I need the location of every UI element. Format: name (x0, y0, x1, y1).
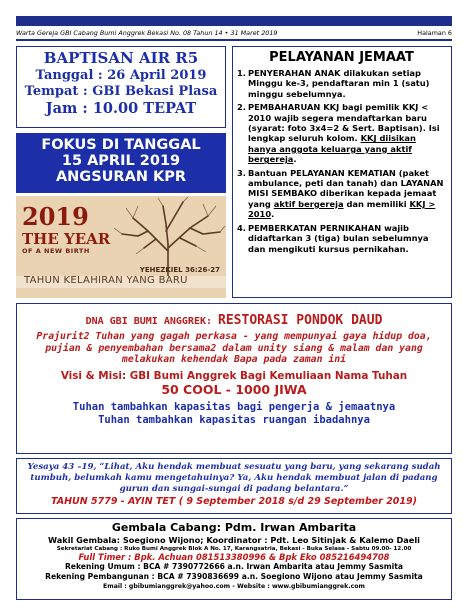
list-item: 1. PENYERAHAN ANAK dilakukan setiap Minggu ke-3, pendaftaran min 1 (satu) minggu sebelumnya. (237, 68, 430, 99)
list-item: 2. PEMBAHARUAN KKJ bagi pemilik KKJ < 2010 wajib segera mendaftarkan baru (syarat: foto 3x4=2 & Sert. Baptisan). Isi lengkap seluruh kolom. KKJ diisikan hanya anggota keluarga yang aktif bergereja. (237, 102, 440, 165)
year-banner-image (16, 196, 226, 298)
baptism-time: Jam : 10.00 TEPAT (45, 100, 197, 117)
fulltimer-phone: Full Timer : Bpk. Achuan 081513380996 & Bpk Eko 085216494708 (78, 552, 390, 562)
capacity-line-1: Tuhan tambahkan kapasitas bagi pengerja & jemaatnya (72, 400, 396, 413)
banner-the-year: THE YEAR (22, 230, 111, 248)
banner-verse: YEHEZKIEL 36:26-27 (139, 266, 220, 274)
focus-line-3: ANGSURAN KPR (55, 169, 187, 185)
contact-line: Email : gbibumianggrek@yahoo.com - Website : www.gbibumianggrek.com (103, 583, 365, 590)
service-box (232, 46, 452, 298)
secretariat-line: Sekretariat Cabang : Ruko Bumi Anggrek Blok A No. 17, Karangsatria, Bekasi - Buka Selasa - Sabtu 09.00- 12.00 (56, 546, 412, 552)
footer-box (16, 518, 452, 600)
list-item: 4. PEMBERKATAN PERNIKAHAN wajib didaftarkan 3 (tiga) bulan sebelumnya dan mengikuti kursus pernikahan. (237, 222, 429, 254)
focus-line-1: FOKUS DI TANGGAL (41, 137, 201, 153)
year-line: TAHUN 5779 - AYIN TET ( 9 September 2018 s/d 29 September 2019) (51, 496, 417, 507)
newsletter-header (16, 27, 452, 39)
focus-line-2: 15 APRIL 2019 (61, 153, 181, 169)
baptism-title: BAPTISAN AIR R5 (43, 49, 199, 67)
deputy-line: Wakil Gembala: Soegiono Wijono; Koordinator : Pdt. Leo Sitinjak & Kalemo Daeli (48, 535, 420, 545)
tree-illustration (108, 196, 226, 276)
vision-mission: Visi & Misi: GBI Bumi Anggrek Bagi Kemuliaan Nama Tuhan (60, 369, 408, 382)
page-number: Halaman 6 (417, 29, 452, 37)
baptism-place: Tempat : GBI Bekasi Plasa (24, 84, 218, 99)
list-item: 3. Bantuan PELAYANAN KEMATIAN (paket ambulance, peti dan tanah) dan LAYANAN MISI SEMBAKO diberikan kepada jemaat yang aktif bergereja dan memiliki KKJ > 2010. (237, 167, 444, 220)
baptism-box (16, 46, 226, 128)
bank-account-general: Rekening Umum : BCA # 7390772666 a.n. Irwan Ambarita atau Jemmy Sasmita (64, 562, 404, 571)
banner-year: 2019 (22, 202, 89, 231)
service-list (237, 68, 446, 254)
banner-new-birth: OF A NEW BIRTH (22, 247, 90, 255)
focus-box (16, 133, 226, 193)
bank-account-building: Rekening Pembangunan : BCA # 7390836699 a.n. Soegiono Wijono atau Jemmy Sasmita (45, 572, 423, 581)
mission-box (16, 303, 452, 454)
newsletter-title: Warta Gereja GBI Cabang Bumi Anggrek Bekasi No. 08 Tahun 14 • 31 Maret 2019 (16, 29, 278, 37)
dna-description: Prajurit2 Tuhan yang gagah perkasa - yang mempunyai gaya hidup doa, pujian & penyembahan bersama2 dalam unity siang & malam dan yang melakukan kehendak Bapa pada zaman ini (36, 331, 432, 365)
pastor-name: Gembala Cabang: Pdm. Irwan Ambarita (111, 521, 357, 534)
banner-kelahiran: TAHUN KELAHIRAN YANG BARU (24, 275, 188, 286)
capacity-line-2: Tuhan tambahkan kapasitas ruangan ibadahnya (98, 413, 370, 426)
service-title: PELAYANAN JEMAAT (269, 50, 414, 65)
verse-text: Yesaya 43 –19, “Lihat, Aku hendak membuat sesuatu yang baru, yang sekarang sudah tumbuh, belumkah kamu mengetahuinya? Ya, Aku hendak membuat jalan di padang gurun dan sungai-sungai di padang belantara.” (27, 462, 441, 494)
header-bar (16, 16, 452, 26)
header-divider (16, 39, 452, 41)
cool-count: 50 COOL - 1000 JIWA (161, 381, 307, 397)
verse-box (16, 458, 452, 514)
dna-title: DNA GBI BUMI ANGGREK: RESTORASI PONDOK DAUD (85, 313, 383, 328)
baptism-date: Tanggal : 26 April 2019 (35, 68, 207, 83)
